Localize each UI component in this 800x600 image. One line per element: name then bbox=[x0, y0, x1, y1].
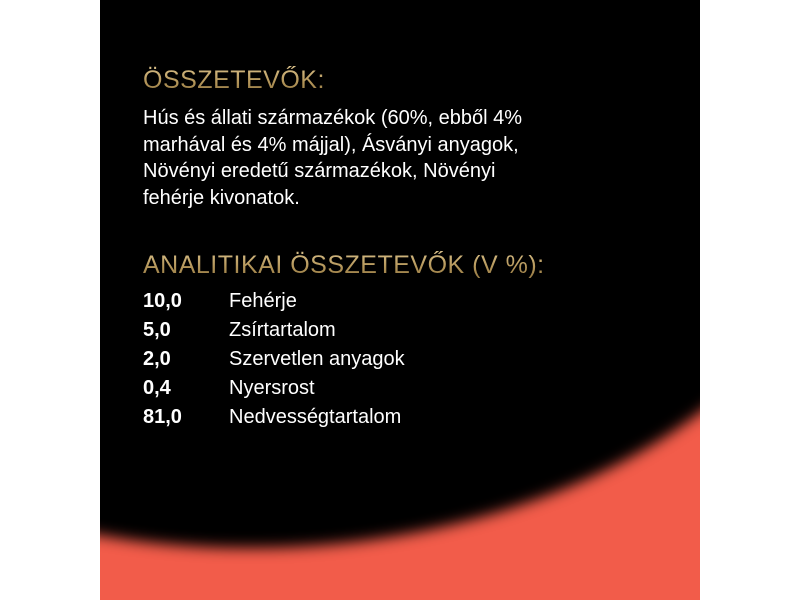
row-label: Zsírtartalom bbox=[229, 319, 336, 341]
ingredients-heading: ÖSSZETEVŐK: bbox=[143, 66, 325, 94]
row-label: Nyersrost bbox=[229, 377, 315, 399]
row-value: 5,0 bbox=[143, 319, 171, 341]
row-value: 10,0 bbox=[143, 290, 182, 312]
row-label: Fehérje bbox=[229, 290, 297, 312]
ingredients-line: Hús és állati származékok (60%, ebből 4% bbox=[143, 107, 523, 129]
analytical-row bbox=[143, 287, 405, 316]
analytical-row bbox=[143, 374, 405, 403]
ingredients-text bbox=[143, 105, 663, 211]
row-value: 0,4 bbox=[143, 377, 171, 399]
ingredients-line: fehérje kivonatok. bbox=[143, 186, 300, 209]
analytical-row bbox=[143, 403, 405, 432]
row-value: 2,0 bbox=[143, 348, 171, 370]
analytical-row bbox=[143, 345, 405, 374]
analytical-row bbox=[143, 316, 405, 345]
row-value: 81,0 bbox=[143, 406, 182, 428]
ingredients-panel bbox=[100, 0, 700, 600]
ingredients-line: Növényi eredetű származékok, Növényi bbox=[143, 160, 496, 182]
analytical-list bbox=[143, 287, 405, 432]
row-label: Szervetlen anyagok bbox=[229, 348, 405, 370]
ingredients-line: marhával és 4% májjal), Ásványi anyagok, bbox=[143, 133, 519, 156]
analytical-heading: ANALITIKAI ÖSSZETEVŐK (V %): bbox=[143, 251, 545, 279]
row-label: Nedvességtartalom bbox=[229, 406, 402, 428]
